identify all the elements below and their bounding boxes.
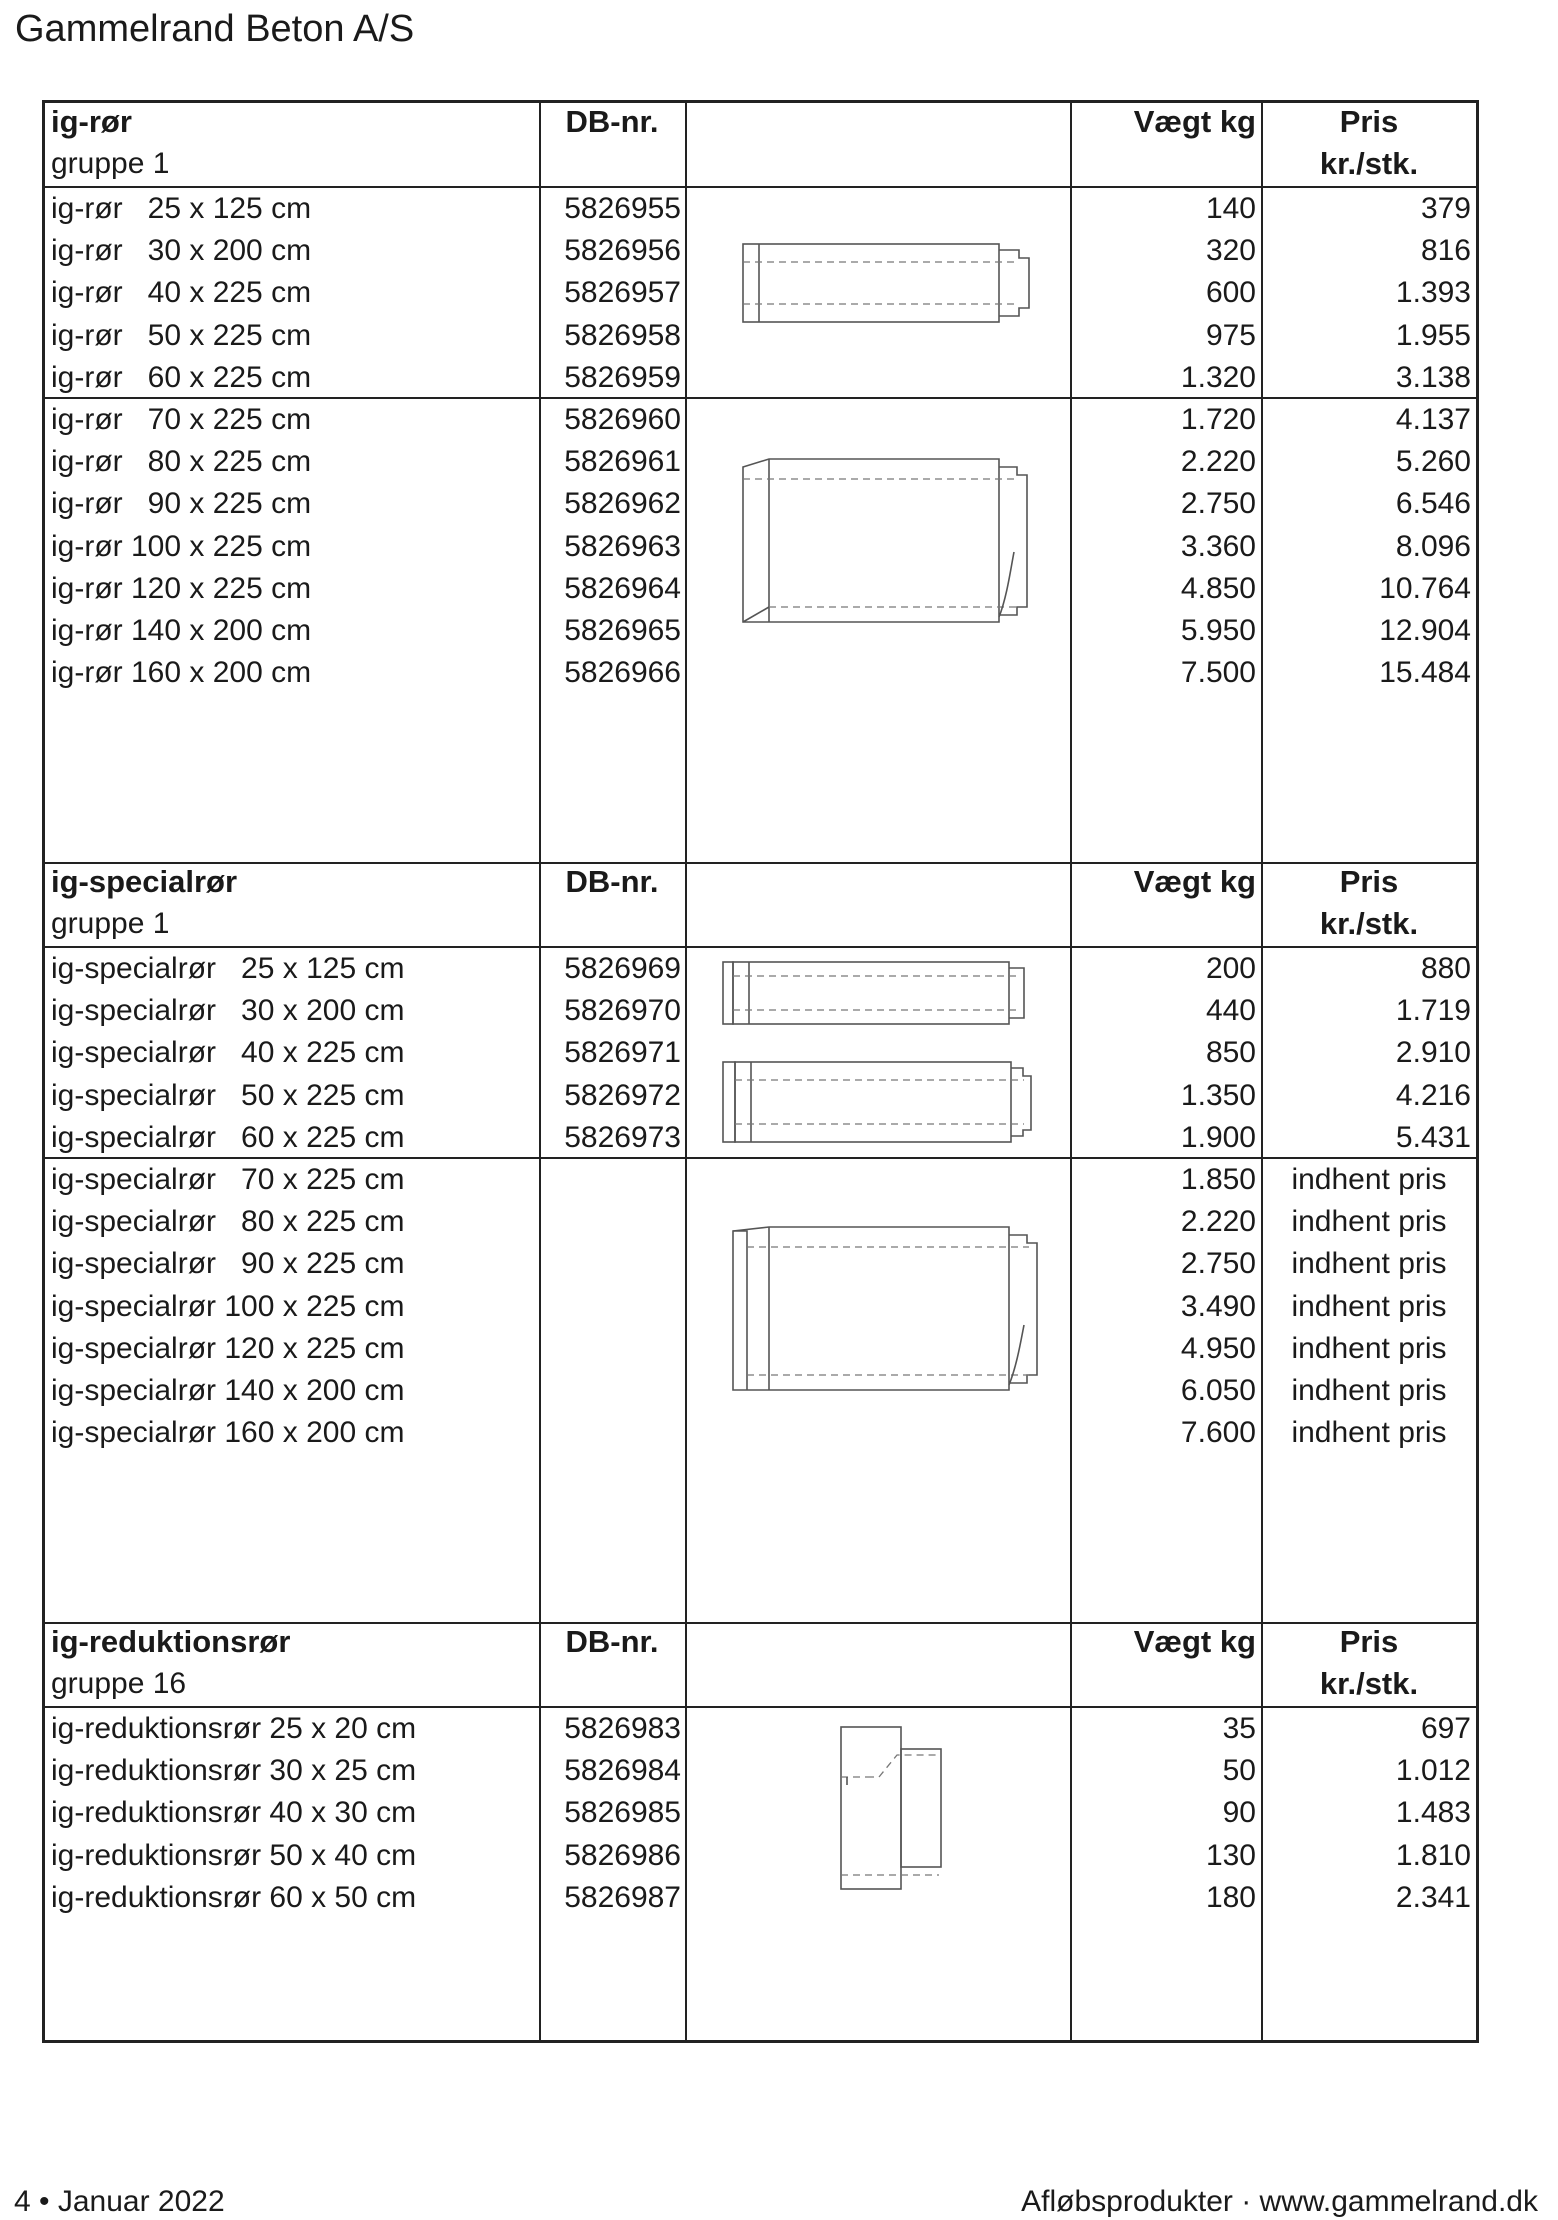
row-product-name: ig-specialrør 160 x 200 cm [51, 1416, 405, 1450]
row-weight: 3.490 [1180, 1289, 1256, 1323]
section-title: ig-specialrør [51, 864, 238, 899]
row-db-number: 5826973 [564, 1120, 681, 1154]
row-weight: 35 [1222, 1712, 1256, 1745]
column-header-weight: Vægt kg [1133, 1624, 1256, 1659]
row-price: indhent pris [1291, 1416, 1447, 1450]
row-product-name: ig-reduktionsrør 30 x 25 cm [51, 1754, 417, 1788]
row-db-number: 5826962 [564, 487, 681, 521]
row-price: 4.137 [1395, 403, 1471, 436]
row-db-number: 5826959 [564, 360, 681, 394]
row-product-name: ig-specialrør 60 x 225 cm [51, 1120, 405, 1154]
row-price: 379 [1420, 192, 1471, 225]
footer-page-date: 4 • Januar 2022 [14, 2185, 225, 2218]
row-weight: 2.220 [1180, 445, 1256, 479]
row-weight: 3.360 [1180, 529, 1256, 563]
price-table [42, 100, 1479, 2043]
row-weight: 320 [1205, 234, 1256, 268]
row-weight: 140 [1205, 192, 1256, 225]
row-price: 2.910 [1395, 1036, 1471, 1070]
row-price: 1.810 [1395, 1838, 1471, 1872]
row-product-name: ig-specialrør 140 x 200 cm [51, 1374, 405, 1407]
row-price: indhent pris [1291, 1163, 1447, 1196]
row-product-name: ig-specialrør 70 x 225 cm [51, 1163, 405, 1196]
row-product-name: ig-specialrør 40 x 225 cm [51, 1036, 405, 1070]
row-price: 1.483 [1395, 1796, 1471, 1830]
row-db-number: 5826957 [564, 276, 681, 310]
row-price: 15.484 [1379, 656, 1471, 690]
section-group: gruppe 16 [51, 1667, 187, 1700]
column-divider [685, 103, 687, 2040]
row-db-number: 5826970 [564, 994, 681, 1028]
row-product-name: ig-reduktionsrør 40 x 30 cm [51, 1796, 417, 1830]
row-weight: 50 [1222, 1754, 1256, 1788]
row-weight: 5.950 [1180, 614, 1256, 647]
row-db-number: 5826966 [564, 656, 681, 690]
row-db-number: 5826972 [564, 1078, 681, 1112]
row-price: 816 [1420, 234, 1471, 268]
row-weight: 1.900 [1180, 1120, 1256, 1154]
row-price: 10.764 [1379, 571, 1471, 605]
company-name: Gammelrand Beton A/S [15, 8, 415, 50]
row-weight: 7.600 [1180, 1416, 1256, 1450]
row-db-number: 5826971 [564, 1036, 681, 1070]
section-title: ig-reduktionsrør [51, 1624, 291, 1659]
row-product-name: ig-reduktionsrør 50 x 40 cm [51, 1838, 417, 1872]
row-db-number: 5826986 [564, 1838, 681, 1872]
row-db-number: 5826964 [564, 571, 681, 605]
row-weight: 6.050 [1180, 1374, 1256, 1407]
row-weight: 200 [1205, 952, 1256, 985]
column-header-price: Pris [1339, 864, 1399, 899]
column-header-price: Pris [1339, 104, 1399, 139]
row-price: 8.096 [1395, 529, 1471, 563]
row-price: 3.138 [1395, 360, 1471, 394]
special-pipe-drawing-1 [719, 958, 1049, 1028]
row-product-name: ig-rør 40 x 225 cm [51, 276, 312, 310]
row-db-number: 5826960 [564, 403, 681, 436]
row-product-name: ig-rør 70 x 225 cm [51, 403, 312, 436]
row-weight: 130 [1205, 1838, 1256, 1872]
row-product-name: ig-rør 50 x 225 cm [51, 318, 312, 352]
row-db-number: 5826961 [564, 445, 681, 479]
row-price: 6.546 [1395, 487, 1471, 521]
row-product-name: ig-rør 60 x 225 cm [51, 360, 312, 394]
row-product-name: ig-specialrør 80 x 225 cm [51, 1205, 405, 1239]
column-header-weight: Vægt kg [1133, 104, 1256, 139]
row-db-number: 5826955 [564, 192, 681, 225]
column-header-db: DB-nr. [565, 1624, 659, 1659]
row-db-number: 5826985 [564, 1796, 681, 1830]
row-price: indhent pris [1291, 1331, 1447, 1365]
row-weight: 90 [1222, 1796, 1256, 1830]
row-product-name: ig-rør 90 x 225 cm [51, 487, 312, 521]
row-product-name: ig-rør 30 x 200 cm [51, 234, 312, 268]
column-header-price-unit: kr./stk. [1319, 1666, 1419, 1701]
row-price: 1.393 [1395, 276, 1471, 310]
row-db-number: 5826958 [564, 318, 681, 352]
row-price: 1.012 [1395, 1754, 1471, 1788]
row-weight: 600 [1205, 276, 1256, 310]
row-weight: 1.720 [1180, 403, 1256, 436]
row-db-number: 5826963 [564, 529, 681, 563]
row-db-number: 5826965 [564, 614, 681, 647]
row-product-name: ig-rør 160 x 200 cm [51, 656, 312, 690]
row-db-number: 5826984 [564, 1754, 681, 1788]
row-weight: 2.750 [1180, 487, 1256, 521]
row-price: indhent pris [1291, 1374, 1447, 1407]
row-weight: 7.500 [1180, 656, 1256, 690]
section-group: gruppe 1 [51, 907, 170, 940]
special-pipe-drawing-2 [719, 1058, 1049, 1148]
column-header-price-unit: kr./stk. [1319, 146, 1419, 181]
row-product-name: ig-rør 120 x 225 cm [51, 571, 312, 605]
row-db-number: 5826956 [564, 234, 681, 268]
row-product-name: ig-specialrør 50 x 225 cm [51, 1078, 405, 1112]
row-product-name: ig-specialrør 25 x 125 cm [51, 952, 405, 985]
column-header-db: DB-nr. [565, 864, 659, 899]
row-product-name: ig-specialrør 120 x 225 cm [51, 1331, 405, 1365]
row-product-name: ig-reduktionsrør 60 x 50 cm [51, 1880, 417, 1914]
row-weight: 1.350 [1180, 1078, 1256, 1112]
row-weight: 440 [1205, 994, 1256, 1028]
row-db-number: 5826983 [564, 1712, 681, 1745]
row-weight: 1.320 [1180, 360, 1256, 394]
row-price: indhent pris [1291, 1205, 1447, 1239]
row-price: 12.904 [1379, 614, 1471, 647]
row-product-name: ig-specialrør 100 x 225 cm [51, 1289, 405, 1323]
column-header-weight: Vægt kg [1133, 864, 1256, 899]
column-header-price: Pris [1339, 1624, 1399, 1659]
footer-website: Afløbsprodukter · www.gammelrand.dk [1021, 2185, 1538, 2218]
special-pipe-drawing-large [729, 1225, 1049, 1395]
row-db-number: 5826969 [564, 952, 681, 985]
row-product-name: ig-rør 140 x 200 cm [51, 614, 312, 647]
row-weight: 2.220 [1180, 1205, 1256, 1239]
row-price: indhent pris [1291, 1289, 1447, 1323]
row-weight: 4.950 [1180, 1331, 1256, 1365]
section-group: gruppe 1 [51, 147, 170, 180]
row-product-name: ig-specialrør 90 x 225 cm [51, 1247, 405, 1281]
row-product-name: ig-reduktionsrør 25 x 20 cm [51, 1712, 417, 1745]
column-header-db: DB-nr. [565, 104, 659, 139]
row-price: 1.955 [1395, 318, 1471, 352]
row-price: 5.431 [1395, 1120, 1471, 1154]
pipe-drawing-large [739, 457, 1039, 627]
row-product-name: ig-rør 100 x 225 cm [51, 529, 312, 563]
row-product-name: ig-specialrør 30 x 200 cm [51, 994, 405, 1028]
row-price: 1.719 [1395, 994, 1471, 1028]
row-weight: 4.850 [1180, 571, 1256, 605]
row-weight: 2.750 [1180, 1247, 1256, 1281]
column-header-price-unit: kr./stk. [1319, 906, 1419, 941]
row-weight: 1.850 [1180, 1163, 1256, 1196]
row-weight: 975 [1205, 318, 1256, 352]
row-price: 2.341 [1395, 1880, 1471, 1914]
row-price: indhent pris [1291, 1247, 1447, 1281]
section-title: ig-rør [51, 104, 132, 139]
row-product-name: ig-rør 80 x 225 cm [51, 445, 312, 479]
reduction-pipe-drawing [839, 1725, 949, 1895]
row-price: 5.260 [1395, 445, 1471, 479]
row-price: 697 [1420, 1712, 1471, 1745]
pipe-drawing-small [739, 238, 1039, 328]
row-price: 880 [1420, 952, 1471, 985]
row-price: 4.216 [1395, 1078, 1471, 1112]
row-db-number: 5826987 [564, 1880, 681, 1914]
row-weight: 850 [1205, 1036, 1256, 1070]
row-weight: 180 [1205, 1880, 1256, 1914]
row-product-name: ig-rør 25 x 125 cm [51, 192, 312, 225]
